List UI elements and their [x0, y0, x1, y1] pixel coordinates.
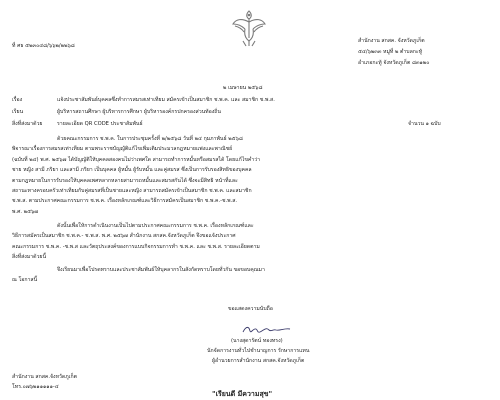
- signer-position-line1: นักจัดการงานทั่วไปชำนาญการ รักษาการแทน: [207, 348, 310, 354]
- footer-phone: โทร.๐๗๖๒๑๑๑๑๑-๔: [12, 384, 59, 390]
- paragraph-line: ณ โอกาสนี้: [12, 277, 38, 284]
- subject-text: แจ้งประชาสัมพันธ์บุคคลซึ่งทำการสมรสเท่าเทียม สมัครเข้าเป็นสมาชิก ช.พ.ค. และ สมาชิก ช.พ.ส.: [57, 97, 275, 103]
- closing-phrase: ขอแสดงความนับถือ: [228, 306, 273, 312]
- body-paragraph-3: [12, 265, 265, 286]
- paragraph-line: สถานะทางครอบครัวเท่าเทียมกับคู่สมรสที่เป็นชายและหญิง สามารถสมัครเข้าเป็นสมาชิก ช.พ.ค. และสมาชิก: [12, 188, 252, 195]
- office-address-line2: อำเภอกะทู้ จังหวัดภูเก็ต ๘๓๑๒๐: [358, 60, 430, 66]
- recipient-label: เรียน: [12, 109, 24, 115]
- paragraph-line: วิธีการสมัครเป็นสมาชิก ช.พ.ค.- ช.พ.ส. พ.ศ. ๒๕๖๗ สำนักงาน สกสค.จังหวัดภูเก็ต จึงขอแจ้งประกาศ: [12, 233, 236, 240]
- paragraph-line: ตามกฎหมายในการรับรองให้บุคคลเพศหลากหลายสามารถหมั้นและสมรสกันได้ ซึ่งจะมีสิทธิ หน้าที่และ: [12, 177, 238, 184]
- signer-position-line2: ผู้อำนวยการสำนักงาน สกสค.จังหวัดภูเก็ต: [212, 358, 305, 364]
- subject-label: เรื่อง: [12, 97, 23, 103]
- footer-slogan: "เรียนดี มีความสุข": [212, 390, 273, 398]
- paragraph-line: จึงเรียนมาเพื่อโปรดทราบและประชาสัมพันธ์ให้บุคลากรในสังกัดทราบโดยทั่วกัน ขอขอบคุณมา: [57, 267, 265, 273]
- reference-number: ที่ ศธ ๕๒๓๐๔๘/๖๖๒/๒๒๖๘: [12, 43, 75, 49]
- paragraph-line: พิจารณาเรื่องการสมรสเท่าเทียม ตามพระราชบัญญัติแก้ไขเพิ่มเติมประมวลกฎหมายแพ่งและพาณิชย์: [12, 146, 233, 153]
- paragraph-line: พ.ศ. ๒๕๖๗: [12, 208, 39, 215]
- body-paragraph-2: [12, 221, 260, 263]
- paragraph-line: (ฉบับที่ ๒๔) พ.ศ. ๒๕๖๗ ได้บัญญัติให้บุคคลสองคนไม่ว่าเพศใด สามารถทำการหมั้นหรือสมรสได้ โดยแก้ไขคำว่า: [12, 156, 261, 163]
- garuda-emblem-icon: [230, 8, 268, 48]
- paragraph-line: ชาย หญิง สามี ภริยา และสามี ภริยา เป็นบุคคล ผู้หมั้น ผู้รับหมั้น และคู่สมรส ซึ่งเป็นการรับรองสิทธิของบุคคล: [12, 167, 252, 174]
- enclosure-text: รายละเอียด QR CODE ประชาสัมพันธ์: [57, 121, 143, 127]
- footer-office: สำนักงาน สกสค.จังหวัดภูเก็ต: [12, 374, 77, 380]
- body-paragraph-1: [12, 134, 260, 217]
- enclosure-label: สิ่งที่ส่งมาด้วย: [12, 121, 43, 127]
- paragraph-line: ช.พ.ส. ตามประกาศคณะกรรมการ ช.พ.ค. เรื่องหลักเกณฑ์และวิธีการสมัครเป็นสมาชิก ช.พ.ค.-ช.พ.ส.: [12, 198, 238, 205]
- office-address-line1: ๕๔/๖๒๓๓ หมู่ที่ ๒ ตำบลกะทู้: [358, 49, 423, 55]
- signer-name: (นางสุดารัตน์ ทองทรง): [231, 338, 283, 344]
- paragraph-line: คณะกรรมการ ช.พ.ค. -ช.พ.ส และวัตถุประสงค์ของการแบบกิจกรรมการทำ ช.พ.ค. และ ช.พ.ส. รายละเอียดตาม: [12, 243, 260, 250]
- paragraph-line: สิ่งที่ส่งมาด้วยนี้: [12, 254, 47, 261]
- enclosure-count: จำนวน ๑ ฉบับ: [408, 121, 441, 127]
- paragraph-line: ด้วยคณะกรรมการ ช.พ.ค. ในการประชุมครั้งที่ ๒/๒๕๖๘ วันที่ ๒๔ กุมภาพันธ์ ๒๕๖๘: [57, 136, 243, 142]
- letter-date: ๒ เมษายน ๒๕๖๘: [223, 85, 263, 91]
- office-name: สำนักงาน สกสค. จังหวัดภูเก็ต: [358, 38, 425, 44]
- paragraph-line: ดังนั้นเพื่อให้การดำเนินงานเป็นไปตามประกาศคณะกรรมการ ช.พ.ค. เรื่องหลักเกณฑ์และ: [57, 223, 254, 229]
- handwritten-signature: [240, 324, 294, 336]
- recipient-text: ผู้บริหารสถานศึกษา ผู้บริหารการศึกษา ผู้บริหารองค์กรปกครองส่วนท้องถิ่น: [57, 109, 221, 115]
